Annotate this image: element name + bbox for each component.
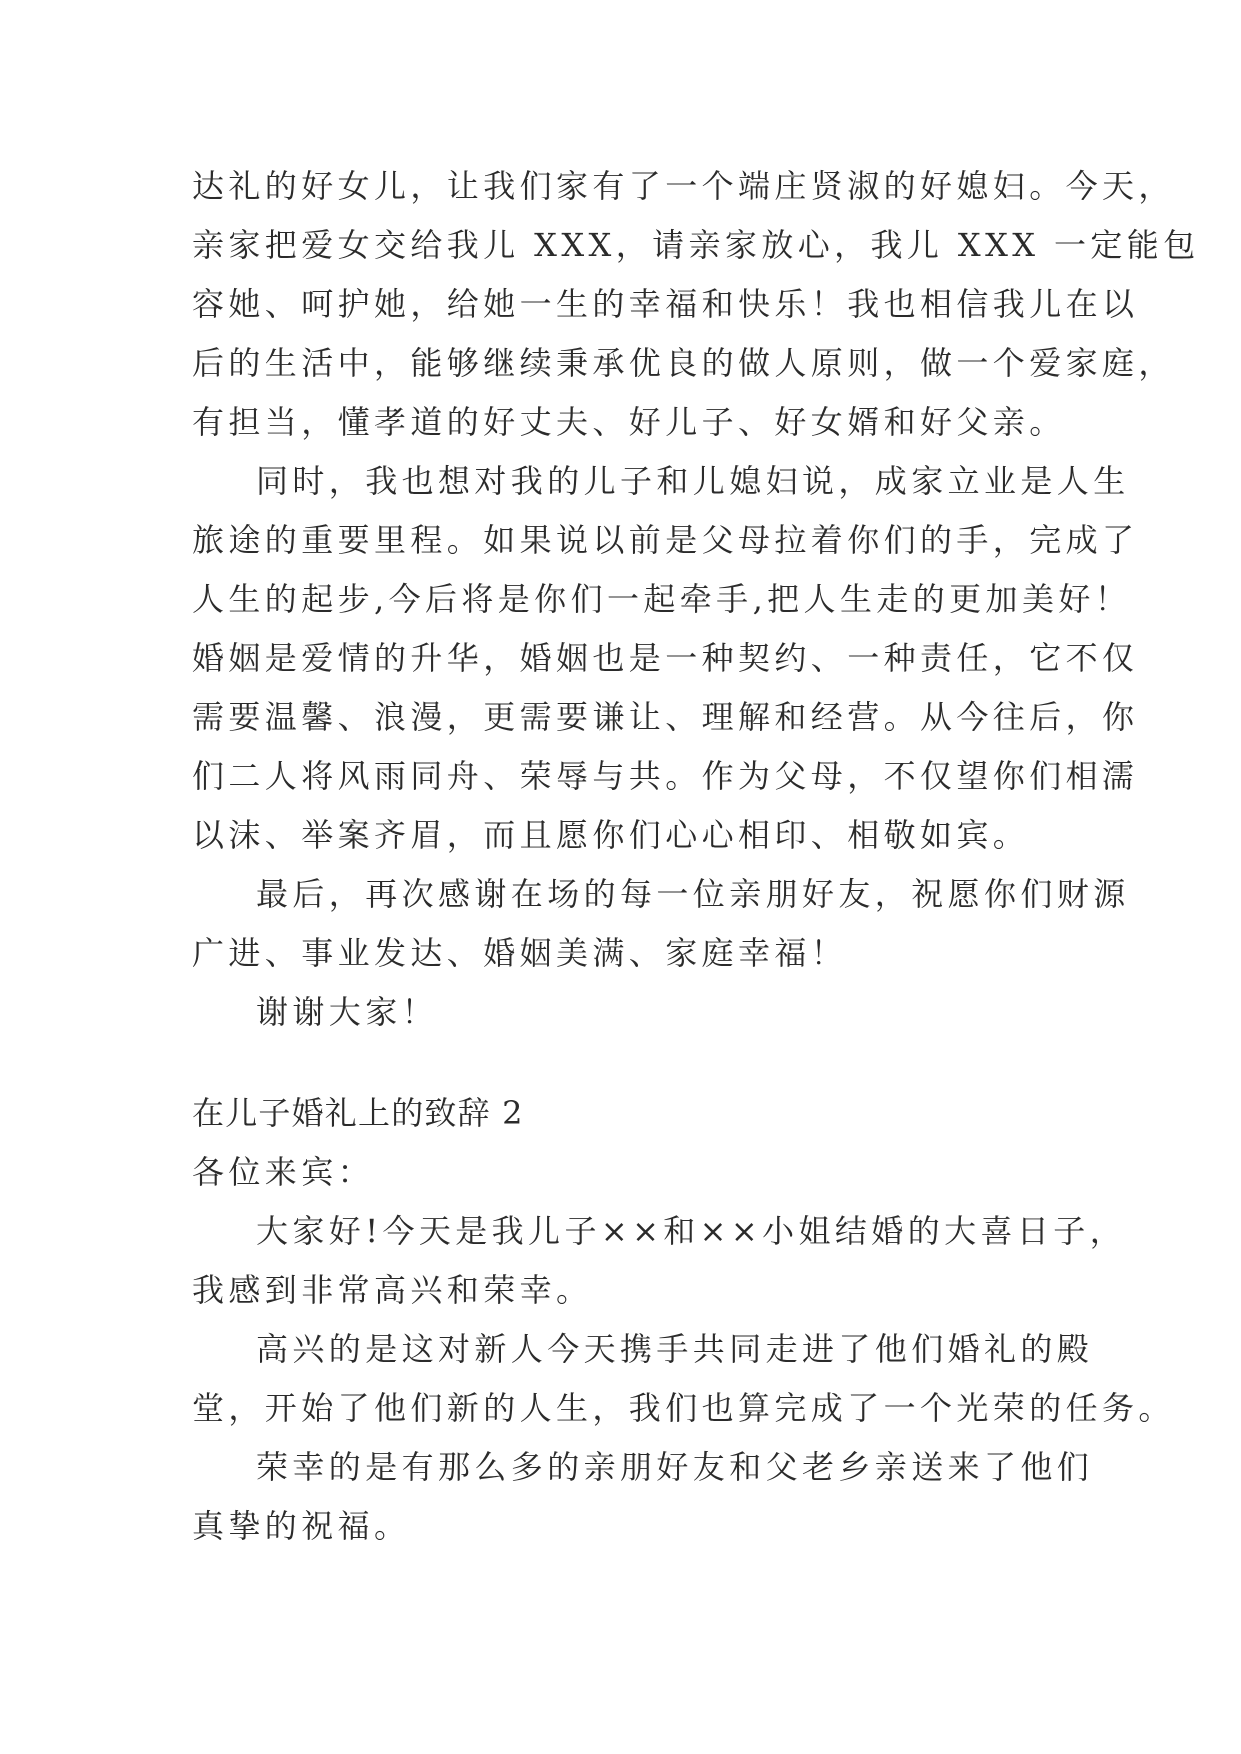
paragraph-line: 堂，开始了他们新的人生，我们也算完成了一个光荣的任务。 — [192, 1389, 1175, 1427]
paragraph-line: 们二人将风雨同舟、荣辱与共。作为父母，不仅望你们相濡 — [192, 757, 1139, 795]
paragraph-line: 大家好!今天是我儿子××和××小姐结婚的大喜日子， — [256, 1212, 1127, 1250]
paragraph-line: 我感到非常高兴和荣幸。 — [192, 1271, 593, 1309]
paragraph-line: 需要温馨、浪漫，更需要谦让、理解和经营。从今往后，你 — [192, 698, 1139, 736]
closing-line: 谢谢大家！ — [256, 993, 439, 1031]
section-title: 在儿子婚礼上的致辞 2 — [192, 1094, 524, 1132]
paragraph-line: 容她、呵护她，给她一生的幸福和快乐！我也相信我儿在以 — [192, 285, 1139, 323]
paragraph-line: 有担当，懂孝道的好丈夫、好儿子、好女婿和好父亲。 — [192, 403, 1066, 441]
section-gap — [192, 1042, 1056, 1084]
paragraph-line: 后的生活中，能够继续秉承优良的做人原则，做一个爱家庭， — [192, 344, 1175, 382]
paragraph-line: 亲家把爱女交给我儿 XXX，请亲家放心，我儿 XXX 一定能包 — [192, 226, 1200, 264]
paragraph-line: 同时，我也想对我的儿子和儿媳妇说，成家立业是人生 — [256, 462, 1130, 500]
paragraph-line: 达礼的好女儿，让我们家有了一个端庄贤淑的好媳妇。今天， — [192, 167, 1175, 205]
document-body — [192, 157, 1200, 1556]
paragraph-line: 以沫、举案齐眉，而且愿你们心心相印、相敬如宾。 — [192, 816, 1030, 854]
paragraph-line: 广进、事业发达、婚姻美满、家庭幸福！ — [192, 934, 848, 972]
paragraph-line: 高兴的是这对新人今天携手共同走进了他们婚礼的殿 — [256, 1330, 1094, 1368]
paragraph-line: 旅途的重要里程。如果说以前是父母拉着你们的手，完成了 — [192, 521, 1139, 559]
paragraph-line: 婚姻是爱情的升华，婚姻也是一种契约、一种责任，它不仅 — [192, 639, 1139, 677]
paragraph-line: 最后，再次感谢在场的每一位亲朋好友，祝愿你们财源 — [256, 875, 1130, 913]
paragraph-line: 荣幸的是有那么多的亲朋好友和父老乡亲送来了他们 — [256, 1448, 1094, 1486]
paragraph-line: 人生的起步,今后将是你们一起牵手,把人生走的更加美好！ — [192, 580, 1132, 618]
paragraph-line: 真挚的祝福。 — [192, 1507, 411, 1545]
salutation: 各位来宾： — [192, 1153, 375, 1191]
